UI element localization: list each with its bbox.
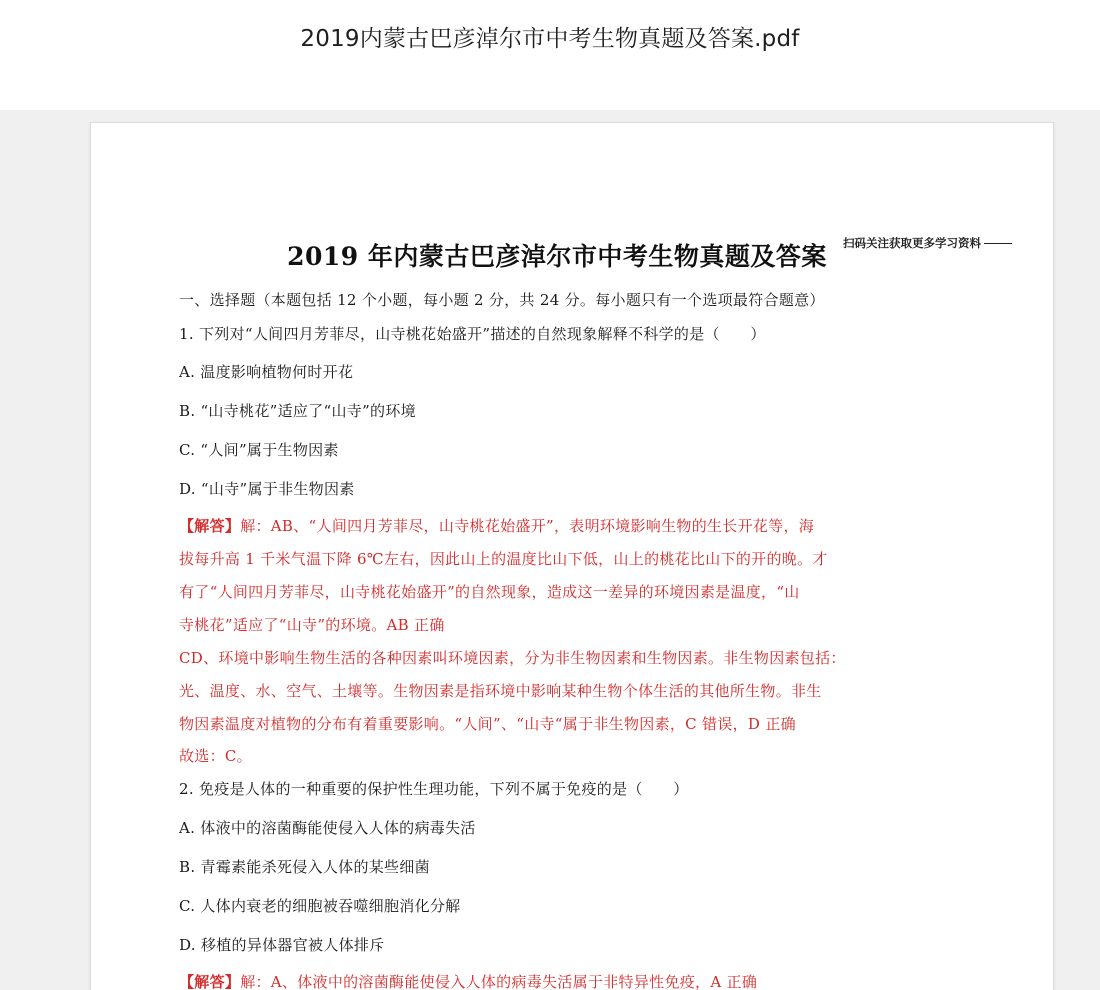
document-title-text: 2019 年内蒙古巴彦淖尔市中考生物真题及答案 xyxy=(287,242,827,271)
q1-option-d: D. “山寺”属于非生物因素 xyxy=(179,480,355,498)
viewer-header xyxy=(0,0,1100,110)
q1-answer-text-2: 有了“人间四月芳菲尽，山寺桃花始盛开”的自然现象，造成这一差异的环境因素是温度，“山 xyxy=(179,583,800,601)
q2-option-c: C. 人体内衰老的细胞被吞噬细胞消化分解 xyxy=(179,897,461,915)
promo-text: 扫码关注获取更多学习资料 xyxy=(843,236,981,250)
q2-answer-line xyxy=(179,971,757,990)
question-1: 1. 下列对“人间四月芳菲尽，山寺桃花始盛开”描述的自然现象解释不科学的是（ ） xyxy=(179,325,766,343)
document-title xyxy=(91,237,1053,273)
q1-answer-text-4: CD、环境中影响生物生活的各种因素叫环境因素，分为非生物因素和生物因素。非生物因素包括： xyxy=(179,649,846,667)
q2-answer-tag: 【解答】 xyxy=(179,973,241,990)
q2-option-a: A. 体液中的溶菌酶能使侵入人体的病毒失活 xyxy=(179,819,476,837)
q1-answer-tag: 【解答】 xyxy=(179,517,241,535)
q2-option-b: B. 青霉素能杀死侵入人体的某些细菌 xyxy=(179,858,430,876)
document-viewer[interactable] xyxy=(0,110,1100,990)
q1-option-b: B. “山寺桃花”适应了“山寺”的环境 xyxy=(179,402,416,420)
q2-answer-text: 解：A、体液中的溶菌酶能使侵入人体的病毒失活属于非特异性免疫，A 正确 xyxy=(240,973,758,990)
q1-answer-text-7: 故选：C。 xyxy=(179,747,252,765)
q1-answer-text-3: 寺桃花”适应了“山寺”的环境。AB 正确 xyxy=(179,616,445,634)
q1-answer-line xyxy=(179,515,814,536)
q1-answer-text-1: 拔每升高 1 千米气温下降 6℃左右，因此山上的温度比山下低，山上的桃花比山下的开的晚。才 xyxy=(179,550,828,568)
document-page xyxy=(90,122,1054,990)
q1-option-c: C. “人间”属于生物因素 xyxy=(179,441,339,459)
section-heading: 一、选择题（本题包括 12 个小题，每小题 2 分，共 24 分。每小题只有一个选项最符合题意） xyxy=(179,291,825,309)
q2-option-d: D. 移植的异体器官被人体排斥 xyxy=(179,936,385,954)
q1-option-a: A. 温度影响植物何时开花 xyxy=(179,363,354,381)
q1-answer-text-6: 物因素温度对植物的分布有着重要影响。“人间”、“山寺“属于非生物因素，C 错误，D 正确 xyxy=(179,715,796,733)
q1-answer-text-0: 解：AB、“人间四月芳菲尽，山寺桃花始盛开”，表明环境影响生物的生长开花等，海 xyxy=(240,517,815,535)
q1-answer-text-5: 光、温度、水、空气、土壤等。生物因素是指环境中影响某种生物个体生活的其他所生物。非生 xyxy=(179,682,822,700)
question-2: 2. 免疫是人体的一种重要的保护性生理功能，下列不属于免疫的是（ ） xyxy=(179,780,689,798)
file-title: 2019内蒙古巴彦淖尔市中考生物真题及答案.pdf xyxy=(300,26,800,52)
